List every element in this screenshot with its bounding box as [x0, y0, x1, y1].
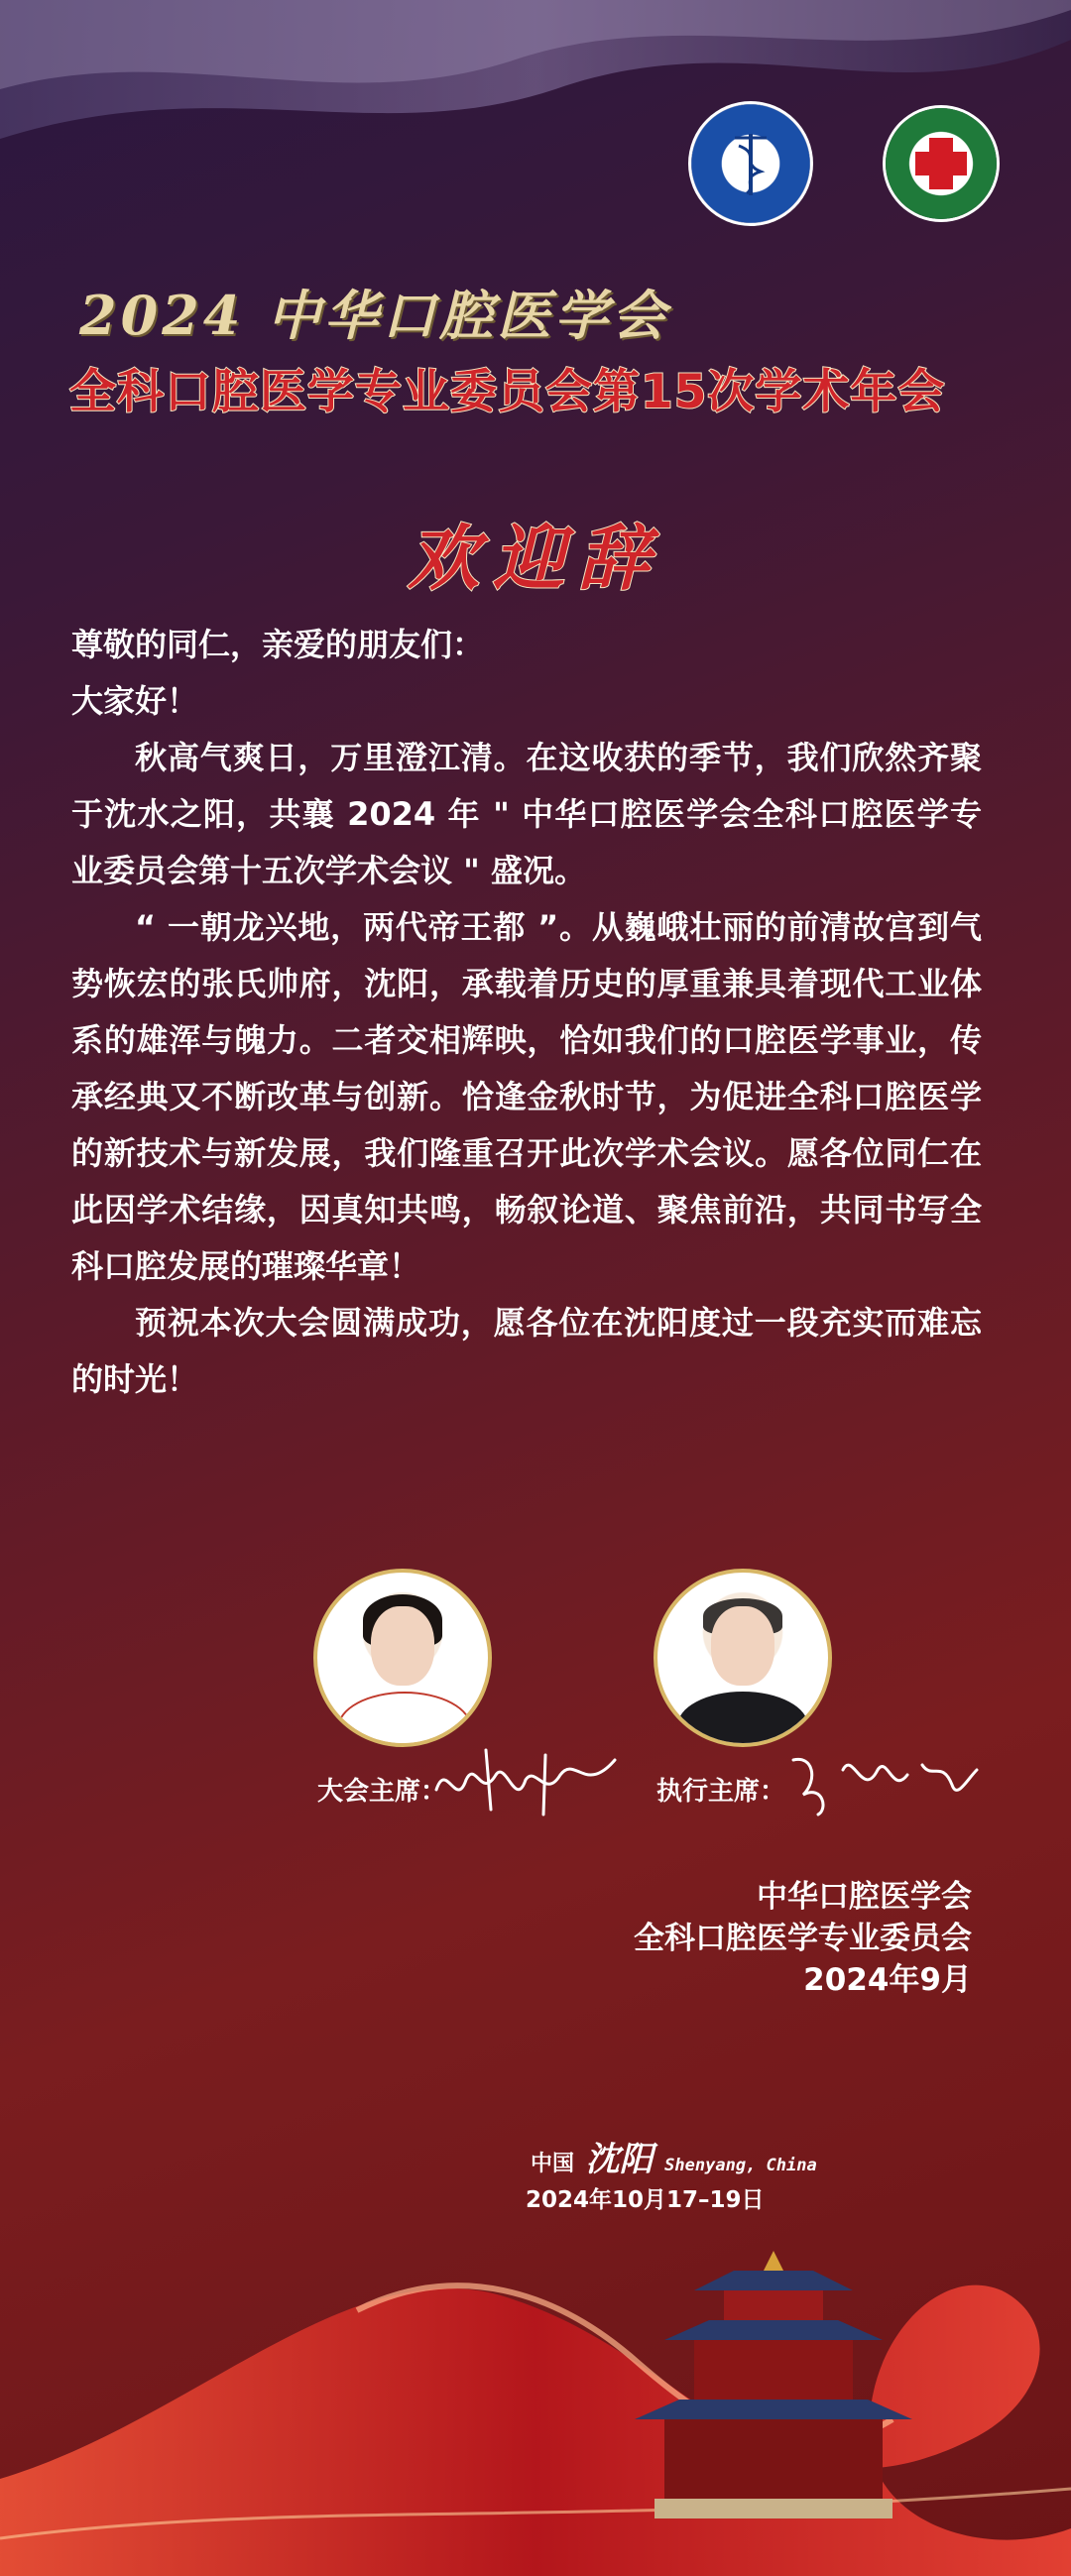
location-city: 沈阳: [585, 2140, 654, 2179]
organizer-committee: 全科口腔医学专业委员会: [634, 1921, 972, 1956]
ribbon-and-palace-artwork: [0, 2062, 1071, 2576]
association-logo: [691, 104, 810, 223]
palace-icon: [635, 2251, 912, 2518]
signature-right: [783, 1740, 982, 1819]
letter-paragraph-1: 秋高气爽日，万里澄江清。在这收获的季节，我们欣然齐聚于沈水之阳，共襄 2024 年 " 中华口腔医学会全科口腔医学专业委员会第十五次学术会议 " 盛况。: [71, 739, 982, 889]
letter-salutation: 尊敬的同仁，亲爱的朋友们：: [71, 626, 485, 663]
letter-greeting: 大家好！: [71, 682, 199, 720]
title-line1: 2024 中华口腔医学会: [79, 284, 670, 347]
hospital-logo: [886, 108, 997, 219]
letter-paragraph-2: “ 一朝龙兴地，两代帝王都 ”。从巍峨壮丽的前清故宫到气势恢宏的张氏帅府，沈阳，承载着历史的厚重兼具着现代工业体系的雄浑与魄力。二者交相辉映，恰如我们的口腔医学事业，传承经典又不断改革与创新。恰逢金秋时节，为促进全科口腔医学的新技术与新发展，我们隆重召开此次学术会议。愿各位同仁在此因学术结缘，因真知共鸣，畅叙论道、聚焦前沿，共同书写全科口腔发展的璀璨华章！: [71, 908, 982, 1285]
organizer-date: 2024年9月: [803, 1962, 972, 1998]
welcome-heading: 欢迎辞: [407, 516, 663, 600]
caduceus-icon: [691, 104, 810, 223]
location-city-en: Shenyang, China: [664, 2156, 817, 2175]
chair-portrait-right: [654, 1569, 832, 1747]
organizer-block: [634, 1876, 972, 2001]
event-dates: 2024年10月17–19日: [526, 2187, 765, 2213]
red-cross-bar: [915, 152, 967, 176]
letter-paragraph-3: 预祝本次大会圆满成功，愿各位在沈阳度过一段充实而难忘的时光！: [71, 1304, 982, 1398]
chair-label-right: 执行主席：: [656, 1777, 786, 1807]
location-country: 中国: [531, 2152, 575, 2176]
chair-portrait-left: [313, 1569, 492, 1747]
welcome-letter: [71, 617, 982, 1408]
title-line2: 全科口腔医学专业委员会第15次学术年会: [69, 365, 946, 419]
chair-label-left: 大会主席：: [317, 1777, 447, 1807]
organizer-name: 中华口腔医学会: [757, 1879, 972, 1915]
signature-left: [426, 1740, 625, 1819]
